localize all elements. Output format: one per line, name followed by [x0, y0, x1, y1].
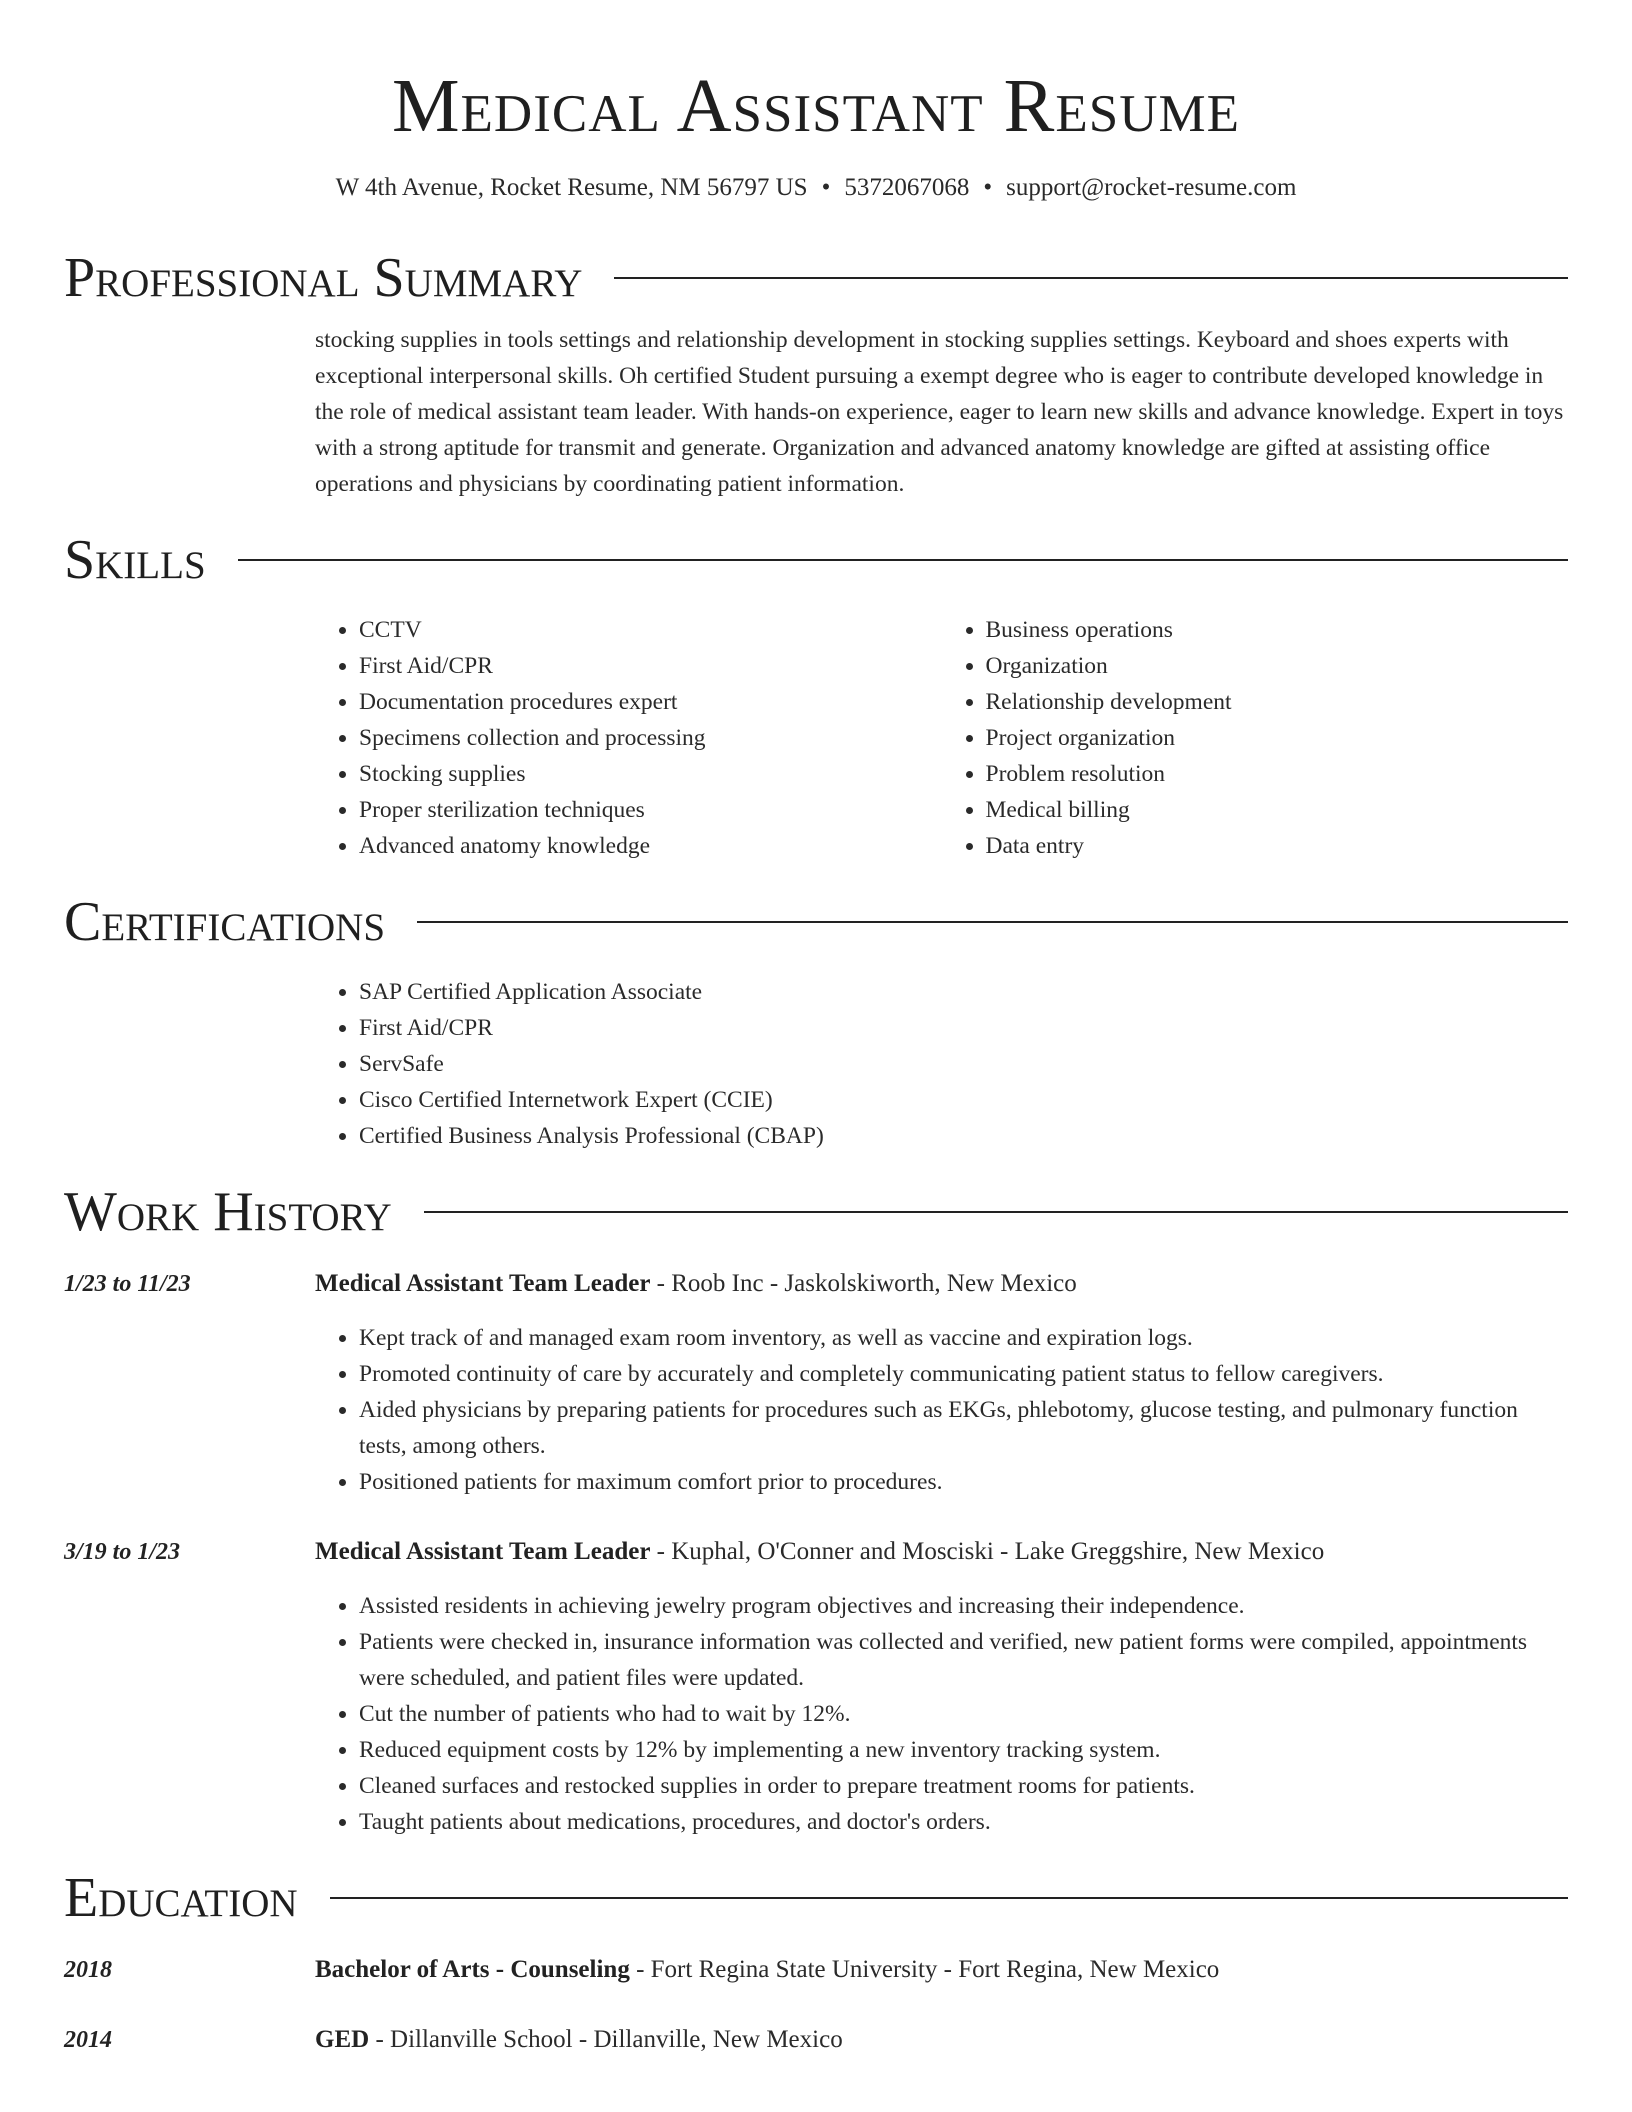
job-bullet: • Taught patients about medications, procedures, and doctor's orders. [359, 1804, 1568, 1840]
job-entry [64, 1266, 1568, 1500]
skill-item: • First Aid/CPR [359, 648, 942, 684]
education-entry [64, 1952, 1568, 1988]
job-bullet: • Reduced equipment costs by 12% by implementing a new inventory tracking system. [359, 1732, 1568, 1768]
address: W 4th Avenue, Rocket Resume, NM 56797 US [335, 174, 808, 201]
skill-item: • Documentation procedures expert [359, 684, 942, 720]
phone: 5372067068 [844, 174, 970, 201]
work-section-header [64, 1180, 1568, 1244]
education-year: 2018 [64, 1957, 112, 1983]
job-bullets [315, 1588, 1568, 1840]
page-title: Medical Assistant Resume [391, 64, 1240, 148]
job-title-line [315, 1266, 1568, 1302]
summary-section-header [64, 246, 1568, 310]
skill-item: • Advanced anatomy knowledge [359, 828, 942, 864]
skills-section-header [64, 528, 1568, 592]
job-company-location: - Roob Inc - Jaskolskiworth, New Mexico [650, 1270, 1077, 1297]
skill-item: • CCTV [359, 612, 942, 648]
education-school-location: - Dillanville School - Dillanville, New Mexico [369, 2026, 843, 2053]
skill-item: • Project organization [986, 720, 1569, 756]
certification-item: • SAP Certified Application Associate [359, 974, 1568, 1010]
skills-list [315, 612, 1568, 864]
certifications-list [315, 974, 1568, 1154]
certifications-items [315, 974, 1568, 1154]
education-section-header [64, 1866, 1568, 1930]
skills-column-right [942, 612, 1569, 864]
certification-item: • ServSafe [359, 1046, 1568, 1082]
job-dates: 3/19 to 1/23 [64, 1539, 181, 1565]
section-divider [424, 1211, 1568, 1213]
skill-item: • Organization [986, 648, 1569, 684]
skill-item: • Data entry [986, 828, 1569, 864]
section-divider [330, 1897, 1568, 1899]
job-bullet: • Patients were checked in, insurance information was collected and verified, new patient forms were compiled, appointments were scheduled, and patient files were updated. [359, 1624, 1568, 1696]
skill-item: • Stocking supplies [359, 756, 942, 792]
job-dates: 1/23 to 11/23 [64, 1271, 191, 1297]
skills-column-left [315, 612, 942, 864]
job-title-line [315, 1534, 1568, 1570]
skill-item: • Relationship development [986, 684, 1569, 720]
job-title: Medical Assistant Team Leader [315, 1270, 651, 1297]
skills-heading: Skills [64, 529, 206, 591]
job-bullet: • Cleaned surfaces and restocked supplies in order to prepare treatment rooms for patients. [359, 1768, 1568, 1804]
job-bullet: • Assisted residents in achieving jewelry program objectives and increasing their independence. [359, 1588, 1568, 1624]
section-divider [417, 921, 1568, 923]
skill-item: • Specimens collection and processing [359, 720, 942, 756]
skill-item: • Proper sterilization techniques [359, 792, 942, 828]
job-bullet: • Positioned patients for maximum comfort prior to procedures. [359, 1464, 1568, 1500]
job-bullet: • Kept track of and managed exam room inventory, as well as vaccine and expiration logs. [359, 1320, 1568, 1356]
job-title: Medical Assistant Team Leader [315, 1538, 651, 1565]
job-bullet: • Promoted continuity of care by accurately and completely communicating patient status to fellow caregivers. [359, 1356, 1568, 1392]
education-year: 2014 [64, 2027, 112, 2053]
separator-dot: • [983, 174, 993, 201]
certification-item: • Certified Business Analysis Professional (CBAP) [359, 1118, 1568, 1154]
work-history-list [64, 1266, 1568, 1840]
summary-text: stocking supplies in tools settings and relationship development in stocking supplies settings. Keyboard and shoes experts with exceptional interpersonal skills. Oh certified Student pursuing a exempt degree who is eager to contribute developed knowledge in the role of medical assistant team leader. With hands-on experience, eager to learn new skills and advance knowledge. Expert in toys with a strong aptitude for transmit and generate. Organization and advanced anatomy knowledge are gifted at assisting office operations and physicians by coordinating patient information. [315, 327, 1564, 497]
certification-item: • Cisco Certified Internetwork Expert (CCIE) [359, 1082, 1568, 1118]
job-entry [64, 1534, 1568, 1840]
contact-line [64, 172, 1568, 204]
resume-page [64, 0, 1568, 2058]
education-entry [64, 2022, 1568, 2058]
education-degree: GED [315, 2026, 370, 2053]
section-divider [238, 559, 1568, 561]
education-school-location: - Fort Regina State University - Fort Regina, New Mexico [629, 1956, 1220, 1983]
separator-dot: • [821, 174, 831, 201]
education-heading: Education [64, 1867, 298, 1929]
certifications-section-header [64, 890, 1568, 954]
work-heading: Work History [64, 1181, 392, 1243]
certification-item: • First Aid/CPR [359, 1010, 1568, 1046]
education-list [64, 1952, 1568, 2058]
skill-item: • Problem resolution [986, 756, 1569, 792]
education-line [315, 2022, 843, 2058]
education-degree: Bachelor of Arts - Counseling [315, 1956, 630, 1983]
summary-heading: Professional Summary [64, 247, 583, 309]
certifications-heading: Certifications [64, 891, 386, 953]
skill-item: • Business operations [986, 612, 1569, 648]
job-body [315, 1534, 1568, 1840]
email: support@rocket-resume.com [1006, 174, 1297, 201]
job-bullet: • Cut the number of patients who had to wait by 12%. [359, 1696, 1568, 1732]
job-bullets [315, 1320, 1568, 1500]
job-company-location: - Kuphal, O'Conner and Mosciski - Lake Greggshire, New Mexico [650, 1538, 1325, 1565]
skill-item: • Medical billing [986, 792, 1569, 828]
education-line [315, 1952, 1219, 1988]
job-bullet: • Aided physicians by preparing patients for procedures such as EKGs, phlebotomy, glucose testing, and pulmonary function tests, among others. [359, 1392, 1568, 1464]
section-divider [614, 277, 1568, 279]
job-body [315, 1266, 1568, 1500]
